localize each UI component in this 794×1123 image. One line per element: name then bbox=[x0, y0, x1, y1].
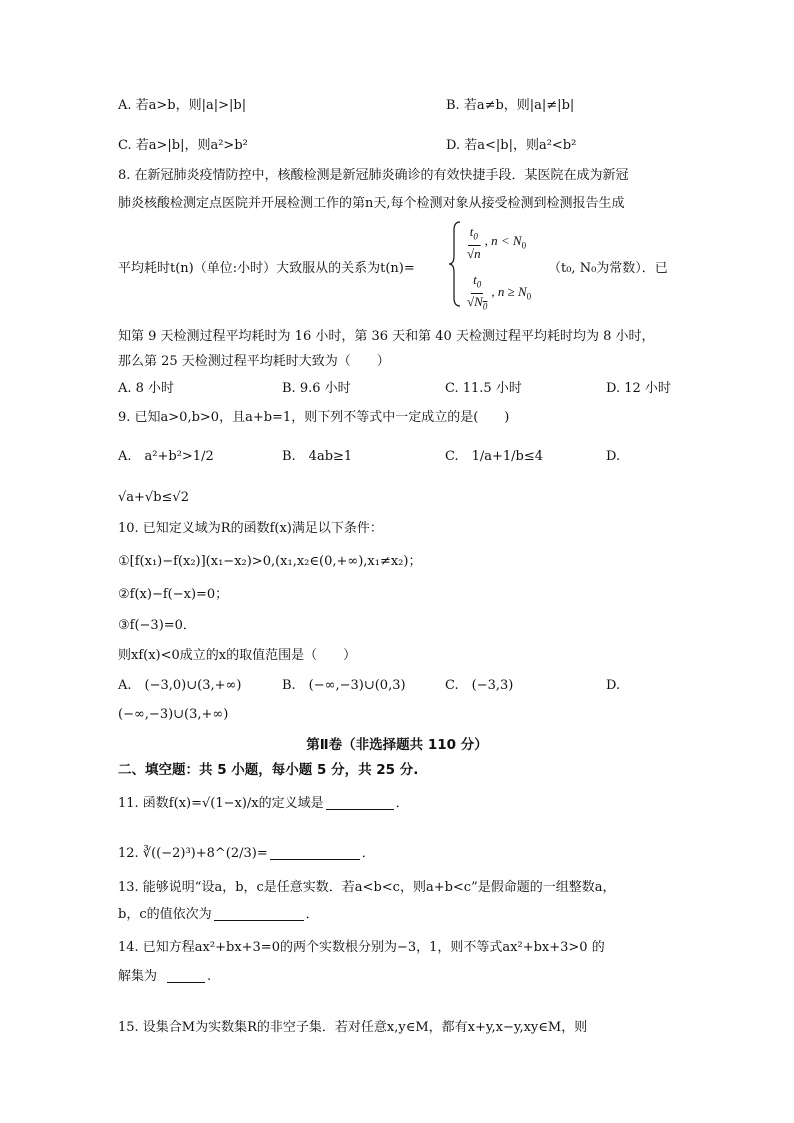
q7-option-d[interactable] bbox=[446, 136, 576, 156]
q13-end: ． bbox=[305, 907, 319, 922]
q14-line-2 bbox=[118, 967, 211, 987]
q9-option-d-label[interactable]: D. bbox=[606, 449, 621, 464]
q12-pre: 12. ∛((−2)³)+8^(2/3)= bbox=[118, 846, 268, 861]
q7-option-b[interactable] bbox=[446, 96, 574, 116]
q10-option-d-text[interactable]: (−∞,−3)∪(3,+∞) bbox=[118, 707, 229, 722]
q8-option-a[interactable]: A. 8 小时 bbox=[118, 381, 175, 396]
q10-condition-3: ③f(−3)=0． bbox=[118, 618, 196, 633]
q9-option-d-text[interactable]: √a+√b≤√2 bbox=[118, 490, 189, 505]
q10-ask: 则xf(x)<0成立的x的取值范围是（ ） bbox=[118, 648, 357, 663]
q11-pre: 11. 函数f(x)=√(1−x)/x bbox=[118, 796, 259, 811]
q10-option-a[interactable]: A. (−3,0)∪(3,+∞) bbox=[118, 678, 242, 693]
q14-answer-blank[interactable] bbox=[167, 968, 205, 983]
q8-line-3-post: （t₀, N₀为常数）．已 bbox=[548, 261, 668, 276]
q8-option-b[interactable]: B. 9.6 小时 bbox=[282, 381, 351, 396]
q9-option-a[interactable]: A. a²+b²>1/2 bbox=[118, 449, 214, 464]
q13-line-1: 13. 能够说明“设a，b，c是任意实数．若a<b<c，则a+b<c”是假命题的一组整数a， bbox=[118, 880, 616, 895]
q7-option-a-text: A. 若a>b，则|a|>|b| bbox=[118, 98, 247, 113]
q8-line-5: 那么第 25 天检测过程平均耗时大致为（ ） bbox=[118, 354, 390, 369]
q8-number: 8. bbox=[118, 168, 131, 183]
q15-line-1: 15. 设集合M为实数集R的非空子集．若对任意x,y∈M，都有x+y,x−y,xy∈M，则 bbox=[118, 1020, 588, 1035]
q10-option-b[interactable]: B. (−∞,−3)∪(0,3) bbox=[282, 678, 406, 693]
q14-end: . bbox=[207, 969, 212, 984]
part2-title: 第Ⅱ卷（非选择题共 110 分） bbox=[306, 737, 488, 753]
q13-answer-blank[interactable] bbox=[214, 906, 304, 921]
q7-option-b-text: B. 若a≠b，则|a|≠|b| bbox=[446, 98, 575, 113]
q11-post: 的定义域是 bbox=[258, 796, 324, 811]
q12-answer-blank[interactable] bbox=[270, 845, 360, 860]
q8-case-2: $\frac{t_0}{√N_0}$ , $n \ge N_0$ bbox=[467, 272, 532, 312]
q7-option-c[interactable] bbox=[118, 136, 248, 156]
q11-end: ． bbox=[395, 796, 409, 811]
q8-line-2: 肺炎核酸检测定点医院并开展检测工作的第n天,每个检测对象从接受检测到检测报告生成 bbox=[118, 196, 625, 211]
q8-option-c[interactable]: C. 11.5 小时 bbox=[445, 381, 522, 396]
section-fill-in: 二、填空题：共 5 小题，每小题 5 分，共 25 分. bbox=[118, 762, 419, 778]
q8-line-1 bbox=[118, 166, 629, 186]
q13-line-2 bbox=[118, 905, 319, 925]
q14-line-2-text: 解集为 bbox=[118, 969, 158, 984]
q8-option-d[interactable]: D. 12 小时 bbox=[606, 381, 671, 396]
q10-condition-2: ②f(x)−f(−x)=0； bbox=[118, 587, 229, 602]
q10-option-d-label[interactable]: D. bbox=[606, 678, 621, 693]
q8-line-1-text: 在新冠肺炎疫情防控中，核酸检测是新冠肺炎确诊的有效快捷手段．某医院在成为新冠 bbox=[134, 168, 629, 183]
q10-option-c[interactable]: C. (−3,3) bbox=[445, 678, 514, 693]
q12 bbox=[118, 844, 375, 864]
q7-option-a[interactable] bbox=[118, 96, 246, 116]
q10-condition-1: ①[f(x₁)−f(x₂)](x₁−x₂)>0,(x₁,x₂∈(0,+∞),x₁≠x₂)； bbox=[118, 554, 422, 569]
q8-line-4: 知第 9 天检测过程平均耗时为 16 小时，第 36 天和第 40 天检测过程平均耗时均为 8 小时， bbox=[118, 329, 655, 344]
q9-stem: 9. 已知a>0,b>0，且a+b=1，则下列不等式中一定成立的是( ) bbox=[118, 410, 510, 425]
q12-end: ． bbox=[361, 846, 375, 861]
q9-option-c[interactable]: C. 1/a+1/b≤4 bbox=[445, 449, 544, 464]
q7-option-d-text: D. 若a<|b|，则a²<b² bbox=[446, 138, 577, 153]
q13-line-2-text: b，c的值依次为 bbox=[118, 907, 212, 922]
q11 bbox=[118, 794, 409, 814]
q8-line-3: 平均耗时t(n)（单位:小时）大致服从的关系为t(n)= bbox=[118, 261, 415, 276]
q14-line-1: 14. 已知方程ax²+bx+3=0的两个实数根分别为−3，1，则不等式ax²+bx+3>0 的 bbox=[118, 940, 605, 955]
q10-stem: 10. 已知定义域为R的函数f(x)满足以下条件： bbox=[118, 521, 383, 536]
q9-option-b[interactable]: B. 4ab≥1 bbox=[282, 449, 353, 464]
q11-answer-blank[interactable] bbox=[326, 795, 394, 810]
q7-option-c-text: C. 若a>|b|，则a²>b² bbox=[118, 138, 248, 153]
q8-case-2-cond: , $n \ge N_0$ bbox=[491, 284, 532, 302]
q8-case-1-cond: , $n < N_0$ bbox=[484, 233, 527, 251]
q8-piecewise-brace bbox=[448, 220, 462, 308]
q8-case-1: $\frac{t_0}{√n}$ , $n < N_0$ bbox=[467, 224, 527, 261]
